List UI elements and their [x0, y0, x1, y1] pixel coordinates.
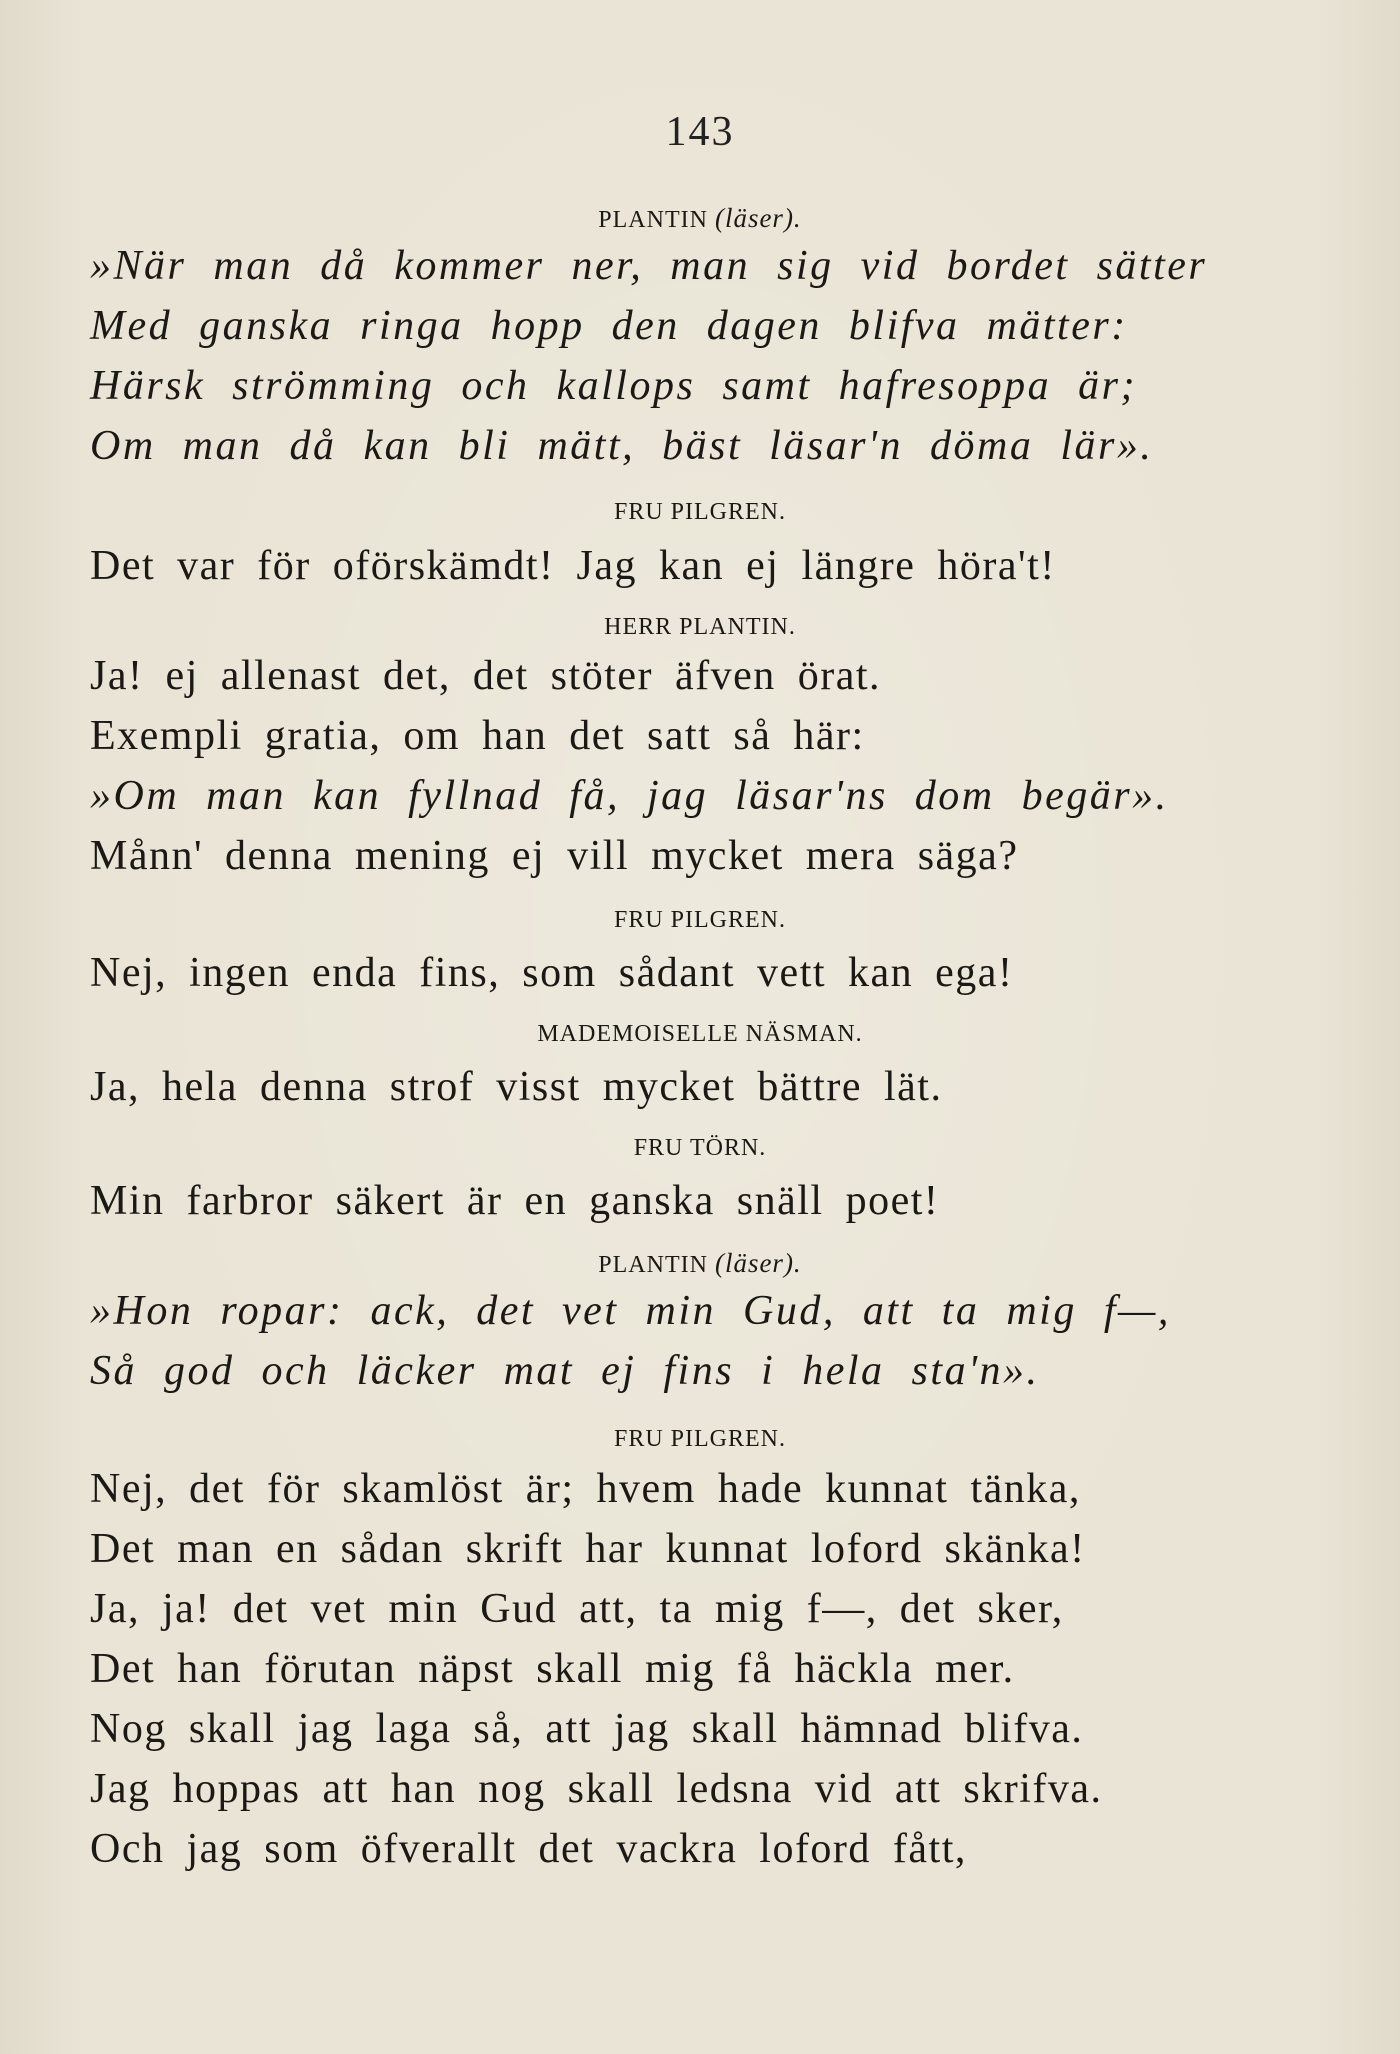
verse-line: Det var för oförskämdt! Jag kan ej längre höra't! [90, 543, 1056, 589]
speaker-name: HERR PLANTIN. [604, 614, 796, 640]
speaker-name: FRU PILGREN. [613, 499, 787, 525]
quoted-verse-line: Med ganska ringa hopp den dagen blifva mätter: [90, 303, 1128, 349]
speaker-heading [0, 1022, 1400, 1046]
quoted-verse-line: »Om man kan fyllnad få, jag läsar'ns dom begär». [90, 773, 1169, 819]
verse-line: Nej, det för skamlöst är; hvem hade kunnat tänka, [90, 1466, 1081, 1512]
verse-line: Exempli gratia, om han det satt så här: [90, 713, 865, 759]
page-number: 143 [665, 109, 735, 155]
speaker-heading [0, 1136, 1400, 1160]
verse-line: Det man en sådan skrift har kunnat loford skänka! [90, 1526, 1086, 1572]
speaker-name: FRU TÖRN. [633, 1135, 767, 1161]
verse-line: Min farbror säkert är en ganska snäll poet! [90, 1178, 940, 1224]
speaker-name: PLANTIN [598, 1252, 708, 1278]
verse-line: Och jag som öfverallt det vackra loford fått, [90, 1826, 967, 1872]
quoted-verse-line: Härsk strömming och kallops samt hafresoppa är; [90, 363, 1137, 409]
verse-line: Det han förutan näpst skall mig få häckla mer. [90, 1646, 1015, 1692]
speaker-name: PLANTIN [598, 207, 708, 233]
verse-line: Ja, ja! det vet min Gud att, ta mig f—, det sker, [90, 1586, 1064, 1632]
speaker-name: FRU PILGREN. [613, 1426, 787, 1452]
quoted-verse-line: »När man då kommer ner, man sig vid bordet sätter [90, 243, 1208, 289]
stage-direction: (läser). [714, 203, 802, 233]
speaker-heading [0, 615, 1400, 639]
speaker-heading [0, 205, 1400, 232]
speaker-heading [0, 1427, 1400, 1451]
speaker-name: MADEMOISELLE NÄSMAN. [537, 1021, 863, 1047]
verse-line: Nog skall jag laga så, att jag skall hämnad blifva. [90, 1706, 1084, 1752]
quoted-verse-line: »Hon ropar: ack, det vet min Gud, att ta mig f—, [90, 1288, 1171, 1334]
verse-line: Ja! ej allenast det, det stöter äfven örat. [90, 653, 882, 699]
verse-line: Ja, hela denna strof visst mycket bättre lät. [90, 1064, 943, 1110]
stage-direction: (läser). [714, 1248, 802, 1278]
speaker-heading [0, 908, 1400, 932]
verse-line: Nej, ingen enda fins, som sådant vett kan ega! [90, 950, 1014, 996]
speaker-name: FRU PILGREN. [613, 907, 787, 933]
verse-line: Månn' denna mening ej vill mycket mera säga? [90, 833, 1019, 879]
speaker-heading [0, 500, 1400, 524]
speaker-heading [0, 1250, 1400, 1277]
quoted-verse-line: Så god och läcker mat ej fins i hela sta'n». [90, 1348, 1040, 1394]
quoted-verse-line: Om man då kan bli mätt, bäst läsar'n döma lär». [90, 423, 1154, 469]
verse-line: Jag hoppas att han nog skall ledsna vid att skrifva. [90, 1766, 1103, 1812]
